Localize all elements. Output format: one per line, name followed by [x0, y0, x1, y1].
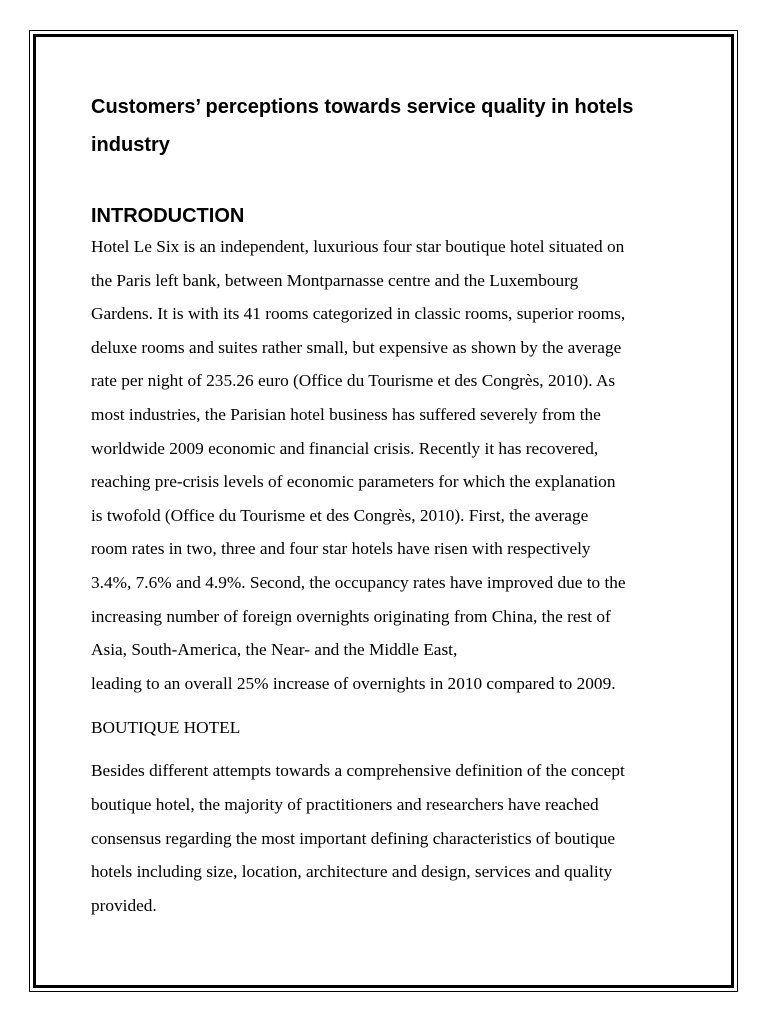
paragraph-line: worldwide 2009 economic and financial crisis. Recently it has recovered,	[91, 438, 599, 458]
introduction-paragraph	[91, 230, 691, 700]
paragraph-line: most industries, the Parisian hotel business has suffered severely from the	[91, 404, 601, 424]
paragraph-line: Asia, South-America, the Near- and the Middle East,	[91, 640, 458, 660]
paragraph-line: hotels including size, location, architecture and design, services and quality	[91, 862, 613, 882]
paragraph-line: consensus regarding the most important defining characteristics of boutique	[91, 828, 616, 848]
paragraph-line: the Paris left bank, between Montparnasse centre and the Luxembourg	[91, 270, 579, 290]
paragraph-line: Hotel Le Six is an independent, luxurious four star boutique hotel situated on	[91, 237, 625, 256]
paragraph-line: Gardens. It is with its 41 rooms categorized in classic rooms, superior rooms,	[91, 304, 626, 324]
paragraph-line: reaching pre-crisis levels of economic parameters for which the explanation	[91, 472, 616, 492]
paragraph-line: Besides different attempts towards a comprehensive definition of the concept	[91, 761, 625, 781]
paragraph-line: 3.4%, 7.6% and 4.9%. Second, the occupancy rates have improved due to the	[91, 572, 626, 592]
paragraph-line: deluxe rooms and suites rather small, but expensive as shown by the average	[91, 337, 622, 357]
paragraph-line: provided.	[91, 895, 157, 915]
paragraph-line: leading to an overall 25% increase of overnights in 2010 compared to 2009.	[91, 673, 616, 693]
document-title: Customers’ perceptions towards service quality in hotels industry	[91, 96, 634, 156]
introduction-heading: INTRODUCTION	[91, 205, 245, 227]
paragraph-line: increasing number of foreign overnights originating from China, the rest of	[91, 606, 611, 626]
paragraph-line: is twofold (Office du Tourisme et des Congrès, 2010). First, the average	[91, 505, 589, 525]
document-body	[91, 88, 691, 922]
boutique-hotel-paragraph	[91, 754, 691, 922]
paragraph-line: room rates in two, three and four star hotels have risen with respectively	[91, 539, 591, 559]
boutique-hotel-heading: BOUTIQUE HOTEL	[91, 718, 241, 738]
paragraph-line: boutique hotel, the majority of practitioners and researchers have reached	[91, 794, 599, 814]
paragraph-line: rate per night of 235.26 euro (Office du Tourisme et des Congrès, 2010). As	[91, 371, 616, 391]
